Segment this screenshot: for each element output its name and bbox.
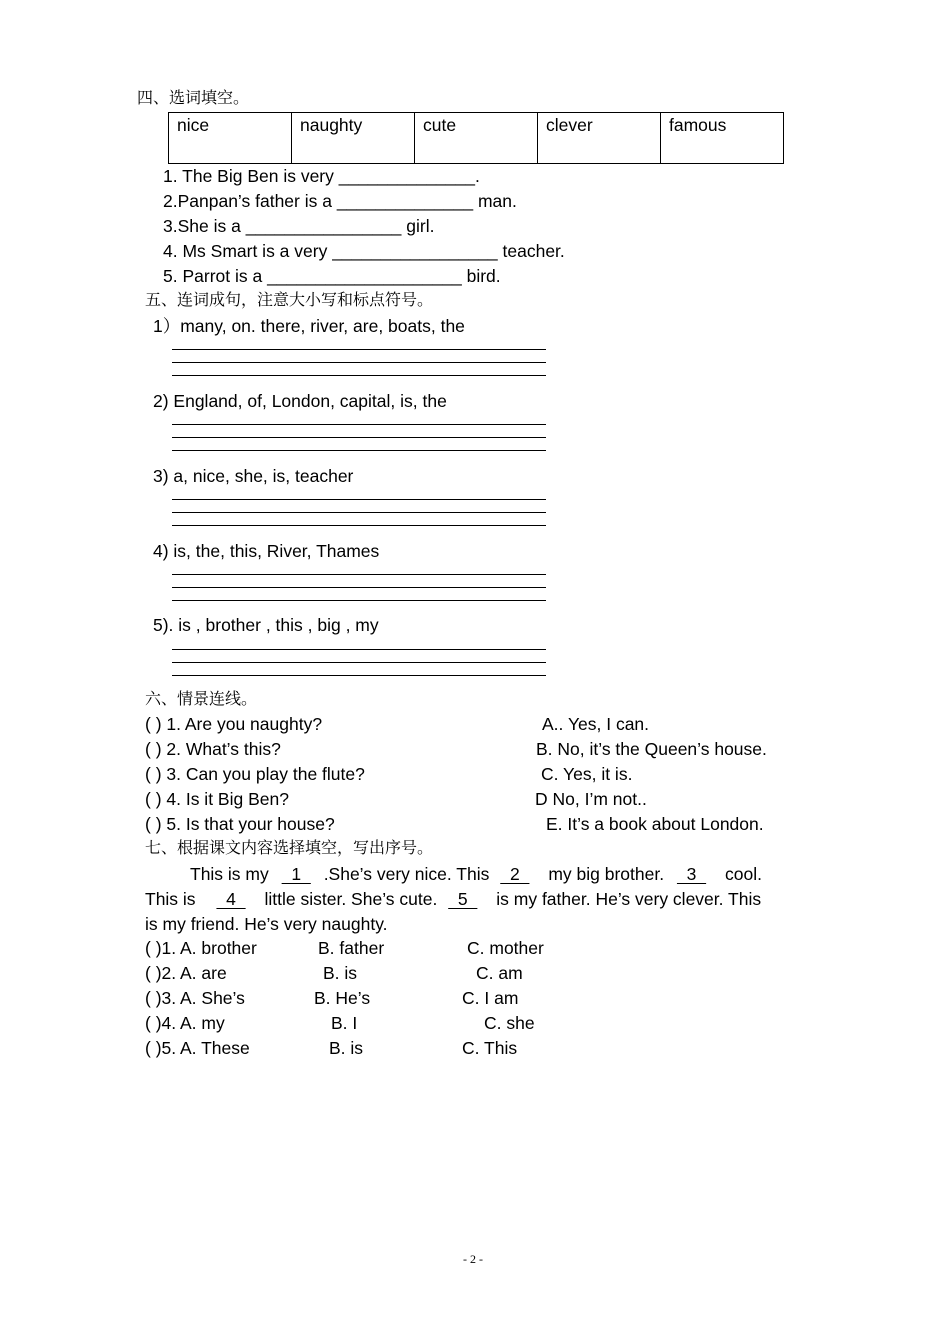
word-order-prompt: 2) England, of, London, capital, is, the [153,391,447,411]
answer-line [172,499,546,500]
choice-option-c: C. mother [467,938,544,958]
word-order-prompt: 5). is , brother , this , big , my [153,615,379,635]
choice-option-b: B. I [331,1013,358,1033]
match-question: ( ) 2. What’s this? [145,739,281,759]
choice-option-c: C. This [462,1038,518,1058]
choice-option-c: C. am [476,963,523,983]
passage-text: This is [145,889,196,909]
word-order-prompt: 1）many, on. there, river, are, boats, the [153,316,465,336]
answer-line [172,424,546,425]
choice-question: ( )3. A. She’s [145,988,245,1008]
answer-line [172,525,546,526]
match-answer: A.. Yes, I can. [542,714,650,734]
match-question: ( ) 5. Is that your house? [145,814,335,834]
section6-heading: 六、情景连线。 [145,689,258,708]
word-bank-table [168,112,784,164]
passage-blank-3: 3 [676,864,707,884]
choice-option-b: B. father [318,938,385,958]
word-bank-cell: famous [661,113,784,164]
word-bank-cell: naughty [292,113,415,164]
answer-line [172,362,546,363]
passage-blank-1: 1 [281,864,311,884]
match-answer: C. Yes, it is. [541,764,633,784]
match-answer: B. No, it’s the Queen’s house. [536,739,767,759]
match-question: ( ) 4. Is it Big Ben? [145,789,289,809]
answer-line [172,649,546,650]
choice-question: ( )5. A. These [145,1038,250,1058]
choice-option-b: B. is [323,963,358,983]
choice-option-c: C. she [484,1013,535,1033]
answer-line [172,600,546,601]
passage-text: .She’s very nice. This [323,864,490,884]
choice-question: ( )4. A. my [145,1013,225,1033]
passage-blank-2: 2 [500,864,530,884]
choice-option-b: B. is [329,1038,364,1058]
choice-question: ( )2. A. are [145,963,227,983]
page-number: - 2 - [463,1252,483,1266]
section5-heading: 五、连词成句，注意大小写和标点符号。 [145,290,434,309]
word-bank-cell: cute [415,113,538,164]
match-question: ( ) 3. Can you play the flute? [145,764,365,784]
fill-blank-item: 1. The Big Ben is very ______________. [163,166,480,186]
passage-text: This is my [190,864,269,884]
passage-line [190,863,762,885]
match-question: ( ) 1. Are you naughty? [145,714,323,734]
answer-line [172,450,546,451]
passage-text: my big brother. [548,864,665,884]
choice-option-c: C. I am [462,988,519,1008]
word-bank-cell: nice [169,113,292,164]
answer-line [172,587,546,588]
choice-option-b: B. He’s [314,988,371,1008]
passage-text: cool. [725,864,762,884]
fill-blank-item: 4. Ms Smart is a very _________________ teacher. [163,241,565,261]
fill-blank-item: 3.She is a ________________ girl. [163,216,435,236]
passage-blank-5: 5 [448,889,478,909]
answer-line [172,675,546,676]
answer-line [172,662,546,663]
answer-line [172,512,546,513]
answer-line [172,574,546,575]
choice-question: ( )1. A. brother [145,938,257,958]
passage-text: little sister. She’s cute. [264,889,438,909]
answer-line [172,375,546,376]
section4-heading: 四、选词填空。 [137,88,250,107]
word-order-prompt: 4) is, the, this, River, Thames [153,541,380,561]
match-answer: E. It’s a book about London. [546,814,764,834]
answer-line [172,437,546,438]
passage-text: is my father. He’s very clever. This [496,889,762,909]
passage-blank-4: 4 [216,889,246,909]
section7-heading: 七、根据课文内容选择填空，写出序号。 [145,838,434,857]
match-answer: D No, I’m not.. [535,789,647,809]
word-bank-cell: clever [538,113,661,164]
passage-line [145,888,761,910]
fill-blank-item: 2.Panpan’s father is a ______________ man. [163,191,517,211]
word-order-prompt: 3) a, nice, she, is, teacher [153,466,354,486]
fill-blank-item: 5. Parrot is a ____________________ bird. [163,266,501,286]
passage-line: is my friend. He’s very naughty. [145,914,388,934]
answer-line [172,349,546,350]
